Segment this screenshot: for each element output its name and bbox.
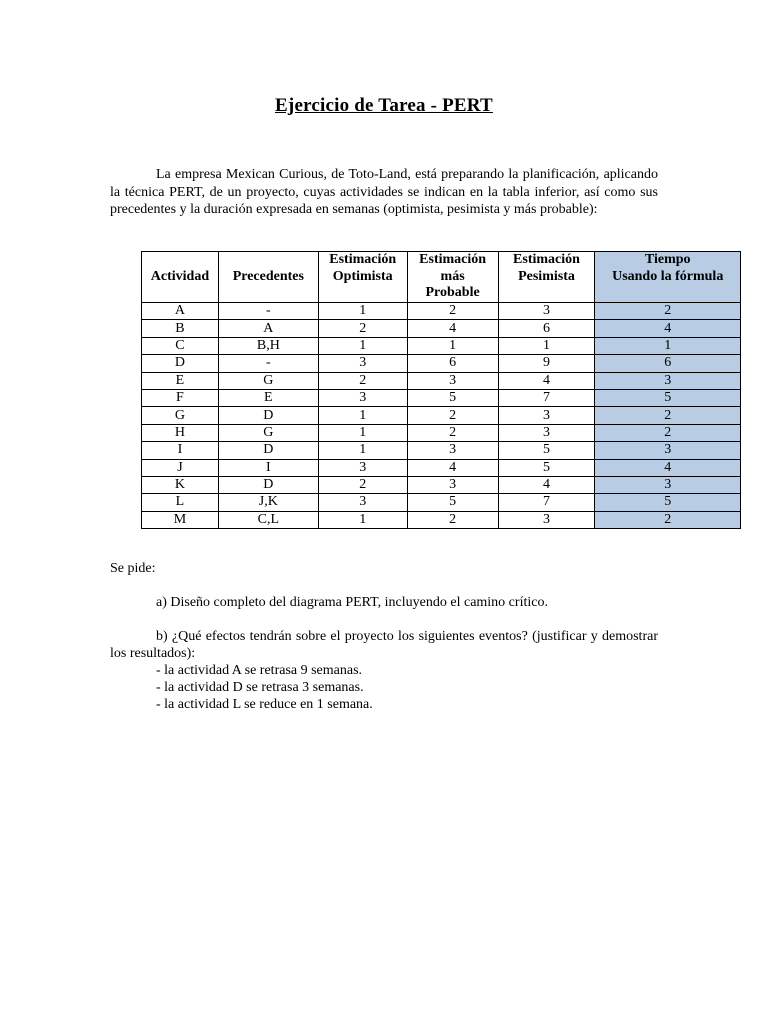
event-item: - la actividad L se reduce en 1 semana. — [156, 697, 373, 712]
cell-probable: 1 — [407, 337, 498, 354]
cell-tiempo: 2 — [595, 407, 741, 424]
cell-probable: 3 — [407, 476, 498, 493]
cell-optimista: 1 — [318, 442, 407, 459]
pert-table — [141, 251, 741, 529]
cell-pesimista: 7 — [498, 389, 595, 406]
cell-pesimista: 3 — [498, 303, 595, 320]
cell-pesimista: 4 — [498, 476, 595, 493]
cell-actividad: G — [142, 407, 219, 424]
cell-probable: 6 — [407, 355, 498, 372]
cell-precedentes: J,K — [218, 494, 318, 511]
cell-precedentes: G — [218, 372, 318, 389]
cell-tiempo: 4 — [595, 459, 741, 476]
se-pide-label: Se pide: — [110, 561, 156, 576]
header-pesimista: Estimación Pesimista — [498, 252, 595, 303]
cell-tiempo: 2 — [595, 424, 741, 441]
cell-pesimista: 6 — [498, 320, 595, 337]
question-b: b) ¿Qué efectos tendrán sobre el proyecto los siguientes eventos? (justificar y demostrar los resultados): — [110, 629, 658, 661]
cell-pesimista: 4 — [498, 372, 595, 389]
table-row — [142, 476, 741, 493]
cell-precedentes: B,H — [218, 337, 318, 354]
table-row — [142, 355, 741, 372]
event-item: - la actividad D se retrasa 3 semanas. — [156, 680, 364, 695]
cell-probable: 5 — [407, 494, 498, 511]
cell-probable: 3 — [407, 372, 498, 389]
cell-tiempo: 3 — [595, 476, 741, 493]
cell-probable: 2 — [407, 407, 498, 424]
table-row — [142, 494, 741, 511]
cell-actividad: L — [142, 494, 219, 511]
cell-optimista: 3 — [318, 389, 407, 406]
table-row — [142, 320, 741, 337]
cell-tiempo: 1 — [595, 337, 741, 354]
cell-optimista: 3 — [318, 459, 407, 476]
cell-tiempo: 3 — [595, 442, 741, 459]
cell-pesimista: 3 — [498, 407, 595, 424]
cell-actividad: K — [142, 476, 219, 493]
cell-probable: 2 — [407, 303, 498, 320]
cell-probable: 5 — [407, 389, 498, 406]
cell-pesimista: 3 — [498, 511, 595, 528]
cell-optimista: 1 — [318, 337, 407, 354]
table-row — [142, 407, 741, 424]
table-row — [142, 389, 741, 406]
cell-probable: 3 — [407, 442, 498, 459]
cell-tiempo: 6 — [595, 355, 741, 372]
header-optimista: Estimación Optimista — [318, 252, 407, 303]
cell-optimista: 3 — [318, 355, 407, 372]
table-row — [142, 511, 741, 528]
cell-optimista: 2 — [318, 476, 407, 493]
cell-actividad: M — [142, 511, 219, 528]
header-actividad: Actividad — [142, 252, 219, 303]
cell-tiempo: 5 — [595, 494, 741, 511]
cell-precedentes: E — [218, 389, 318, 406]
cell-tiempo: 5 — [595, 389, 741, 406]
cell-precedentes: D — [218, 407, 318, 424]
cell-probable: 4 — [407, 320, 498, 337]
cell-optimista: 3 — [318, 494, 407, 511]
cell-pesimista: 7 — [498, 494, 595, 511]
cell-precedentes: A — [218, 320, 318, 337]
question-a: a) Diseño completo del diagrama PERT, incluyendo el camino crítico. — [156, 595, 548, 610]
cell-actividad: A — [142, 303, 219, 320]
cell-probable: 4 — [407, 459, 498, 476]
cell-actividad: H — [142, 424, 219, 441]
intro-paragraph: La empresa Mexican Curious, de Toto-Land, está preparando la planificación, aplicando la técnica PERT, de un proyecto, cuyas actividades se indican en la tabla inferior, así como sus precedentes y la duración expresada en semanas (optimista, pesimista y más probable): — [110, 167, 658, 217]
document-title: Ejercicio de Tarea - PERT — [275, 95, 493, 116]
cell-precedentes: D — [218, 442, 318, 459]
event-item: - la actividad A se retrasa 9 semanas. — [156, 663, 363, 678]
table-row — [142, 424, 741, 441]
cell-tiempo: 2 — [595, 303, 741, 320]
cell-actividad: F — [142, 389, 219, 406]
cell-precedentes: - — [218, 303, 318, 320]
cell-pesimista: 1 — [498, 337, 595, 354]
table-row — [142, 303, 741, 320]
cell-actividad: J — [142, 459, 219, 476]
cell-optimista: 2 — [318, 372, 407, 389]
cell-optimista: 1 — [318, 407, 407, 424]
cell-pesimista: 9 — [498, 355, 595, 372]
table-header-row — [142, 252, 741, 303]
cell-probable: 2 — [407, 511, 498, 528]
cell-tiempo: 2 — [595, 511, 741, 528]
header-precedentes: Precedentes — [218, 252, 318, 303]
cell-actividad: I — [142, 442, 219, 459]
cell-precedentes: - — [218, 355, 318, 372]
cell-tiempo: 4 — [595, 320, 741, 337]
table-body — [142, 303, 741, 529]
cell-optimista: 1 — [318, 303, 407, 320]
header-probable: Estimación más Probable — [407, 252, 498, 303]
cell-actividad: C — [142, 337, 219, 354]
cell-pesimista: 5 — [498, 442, 595, 459]
cell-actividad: B — [142, 320, 219, 337]
table-row — [142, 442, 741, 459]
table-row — [142, 459, 741, 476]
cell-pesimista: 5 — [498, 459, 595, 476]
cell-probable: 2 — [407, 424, 498, 441]
cell-pesimista: 3 — [498, 424, 595, 441]
cell-optimista: 1 — [318, 511, 407, 528]
cell-actividad: D — [142, 355, 219, 372]
cell-tiempo: 3 — [595, 372, 741, 389]
cell-actividad: E — [142, 372, 219, 389]
cell-precedentes: C,L — [218, 511, 318, 528]
cell-optimista: 2 — [318, 320, 407, 337]
cell-precedentes: G — [218, 424, 318, 441]
table-row — [142, 372, 741, 389]
header-tiempo: Tiempo Usando la fórmula — [595, 252, 741, 303]
table-row — [142, 337, 741, 354]
cell-optimista: 1 — [318, 424, 407, 441]
cell-precedentes: I — [218, 459, 318, 476]
cell-precedentes: D — [218, 476, 318, 493]
